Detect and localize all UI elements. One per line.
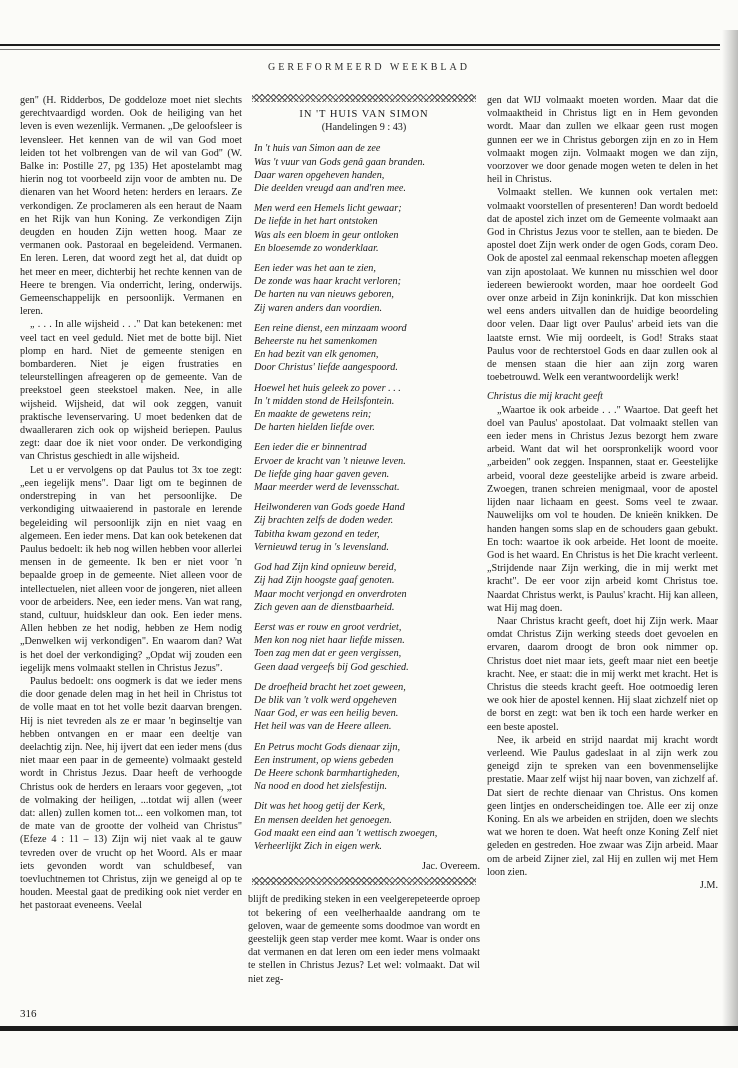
poem-line: Na nood en dood het zielsfestijn. — [254, 781, 387, 793]
column-left — [20, 94, 242, 913]
paragraph: gen" (H. Ridderbos, De goddeloze moet niet slechts gerechtvaardigd worden. Ook de heiliging van het leven is even wezenlijk. Vermanen. „De geloofsleer is levensleer. Het kennen van de wil van God moet leiden tot het volbrengen van de wil van God" (W. Balke in: Postille 27, pg 135) Het apostelambt mag hierin nog tot voorbeeld zijn voor de ambten nu. De dienaren van het Woord heten: herders en leraars. Ze verkondigen. Ze proclameren als een heraut de Naam en het Rijk van hun Koning. Ze verkondigen Zijn deugden en houden Zijn wetten hoog. Maar ze vermanen ook. Pastoraal en begeleidend. Vermanen. En leren. Leren, dat woord zegt het al, dat duidt op het meer en meer, dichterbij het rechte kennen van de Heere te brengen. Via onderricht, lering, onderwijs. Gemeenschappelijk en persoonlijk. Vermanen en leren. — [20, 95, 242, 318]
poem-title: IN 'T HUIS VAN SIMON — [299, 109, 429, 120]
poem-line: Dit was het hoog getij der Kerk, — [254, 801, 386, 813]
paragraph: blijft de prediking steken in een veelgerepeteerde oproep tot bekering of een veelherhaalde aandrang om te geloven, waar de gemeente soms doodmoe van wordt en geestelijk geen stap verder mee komt. Waar is onder ons dat vermanen en dat leren om een ieder mens volmaakt te stellen in Christus Jezus? Let wel: volmaakt. Dat wil niet zeg- — [248, 894, 480, 985]
poem-line: Tabitha kwam gezond en teder, — [254, 528, 380, 540]
poem-stanza — [254, 441, 480, 494]
poem-line: En Petrus mocht Gods dienaar zijn, — [254, 741, 401, 753]
page-number: 316 — [20, 1008, 37, 1020]
poem-line: In 't midden stond de Heilsfontein. — [254, 395, 395, 407]
paragraph: Volmaakt stellen. We kunnen ook vertalen met: volmaakt voorstellen of presenteren! Dan wordt bedoeld dat de apostel zich inzet om de Gemeente volmaakt aan God in Christus Jezus voor te stellen, aan te bieden. De apostel doet Zijn werk onder de ogen Gods, coram Deo. Ook de apostel zal eenmaal rekenschap moeten afleggen van zijn apostolaat. We kunnen nu misschien wel door iedereen bewierookt worden, maar hoe oordeelt God over onze arbeid in Zijn koninkrijk. Dat kon misschien wel eens anders uitvallen dan de huidige beoordeling door velen. Daar ligt over Paulus' arbeid iets van die laatste ernst. Wie mij oordeelt, is God! Straks staat Paulus voor de rechterstoel Gods en daar zullen ook al de mensen staan die hier aan zijn zorg waren toebetrouwd. Welk een verantwoordelijk werk! — [487, 187, 718, 384]
poem-line: Geen daad vergeefs bij God geschied. — [254, 661, 409, 673]
poem-line: De droefheid bracht het zoet geween, — [254, 681, 406, 693]
poem-stanza — [254, 262, 480, 315]
author-signature: J.M. — [699, 879, 718, 891]
poem-stanza — [254, 501, 480, 554]
poem-line: Maar mocht verjongd en onverdroten — [254, 588, 407, 600]
poem-line: Een ieder was het aan te zien, — [254, 263, 376, 275]
poem-stanza — [254, 800, 480, 853]
poem-line: Heilwonderen van Gods goede Hand — [254, 502, 405, 514]
poem-stanza — [254, 382, 480, 435]
poem-line: De blik van 't volk werd opgeheven — [254, 694, 397, 706]
poem-stanza — [254, 142, 480, 195]
poem-line: Zij had Zijn hoogste gaaf genoten. — [254, 575, 395, 587]
poem-author: Jac. Overeem. — [422, 861, 480, 873]
poem-line: De Heere schonk barmhartigheden, — [254, 767, 400, 779]
poem-line: Zij brachten zelfs de doden weder. — [254, 515, 394, 527]
poem-line: Eerst was er rouw en groot verdriet, — [254, 621, 402, 633]
running-header: GEREFORMEERD WEEKBLAD — [268, 62, 470, 73]
poem-line: Die deelden vreugd aan and'ren mee. — [254, 183, 406, 195]
poem-line: Maar meerder werd de levensschat. — [254, 482, 400, 494]
poem-line: De liefde in het hart ontstoken — [254, 216, 378, 228]
poem-line: Men kon nog niet haar liefde missen. — [254, 635, 405, 647]
poem-stanza — [254, 322, 480, 375]
poem-line: God maakt een eind aan 't wettisch zwoegen, — [254, 827, 438, 839]
poem-line: Hoewel het huis geleek zo pover . . . — [254, 382, 401, 394]
column-middle — [248, 94, 480, 986]
poem-line: Een instrument, op wiens gebeden — [254, 754, 394, 766]
ornament-divider — [252, 877, 476, 885]
poem-line: God had Zijn kind opnieuw bereid, — [254, 562, 397, 574]
poem-subtitle: (Handelingen 9 : 43) — [321, 122, 407, 134]
top-rule — [0, 44, 720, 46]
poem-line: Was 't vuur van Gods genâ gaan branden. — [254, 156, 426, 168]
poem-line: De harten nu van nieuws geboren, — [254, 289, 394, 301]
paragraph: Naar Christus kracht geeft, doet hij Zijn werk. Maar omdat Christus Zijn werking steeds doet gevoelen en ervaren, daarom droogt de bron ook nimmer op. Christus doet niet maar iets, geeft maar niet een beetje kracht. Nee, er staat: die in mij werkt met kracht. Het is Christus die steeds kracht geeft. Hoe ootmoedig leren we ook hier de apostel kennen. Hij slaat zichzelf niet op de borst en zegt: wat ben ik toch een harde werker en een beste apostel. — [487, 615, 718, 733]
paragraph: Nee, ik arbeid en strijd naardat mij kracht wordt verleend. Wie Paulus gadeslaat in al zijn werk zou geneigd zijn te spreken van een bovenmenselijke prestatie. Maar zelf wijst hij naar boven, van zichzelf af. Dat siert de rechte dienaar van Christus. Ons komen geen lintjes en onderscheidingen toe. Alle eer zij onze Koning. En als we arbeiden en strijden, doen we slechts wat we horen te doen. Wat heeft onze Koning Zelf niet geleden en gestreden. Hoe zwaar was Zijn arbeid. Maar om de arbeid Zijner ziel, zal Hij en zullen wij met Hem loon zien. — [487, 734, 718, 878]
bottom-rule — [0, 1026, 738, 1031]
poem-line: Een reine dienst, een minzaam woord — [254, 322, 407, 334]
poem-line: Een ieder die er binnentrad — [254, 442, 367, 454]
poem-line: Zich geven aan de dienstbaarheid. — [254, 601, 395, 613]
poem-line: In 't huis van Simon aan de zee — [254, 143, 381, 155]
poem-line: Door Christus' liefde aangespoord. — [254, 362, 398, 374]
poem-stanza — [254, 741, 480, 794]
poem-line: Het heil was van de Heere alleen. — [254, 721, 392, 733]
poem-stanza — [254, 202, 480, 255]
poem-stanza — [254, 621, 480, 674]
poem-line: Beheerste nu het samenkomen — [254, 336, 378, 348]
poem-line: De liefde ging haar gaven geven. — [254, 468, 390, 480]
poem-line: Vernieuwd terug in 's levensland. — [254, 541, 389, 553]
ornament-divider — [252, 94, 476, 102]
poem-line: En mensen deelden het genoegen. — [254, 814, 392, 826]
paragraph: Let u er vervolgens op dat Paulus tot 3x toe zegt: „een iegelijk mens". Daar ligt om te beginnen de onderstreping in van het persoonlijke. De verkondiging uitwaaierend in pastorale en lerende begeleiding wil persoonlijk zijn en niet vaag en algemeen. Een ieder mens. Dat kan ook betekenen dat Paulus bedoelt: ik heb nog willen hebben voor allerlei mensen in de gemeente. Ik ben er niet voor 'n bepaalde groep in de gemeente. Niet alleen voor de intellectuelen, niet alleen voor de jongeren, niet alleen voor de arbeiders. Nee, een ieder mens. Van wat rang, stand, cultuur, huidskleur dan ook. Een ieder mens. Allen hebben ze het nodig, hebben ze Hem nodig „Denwelken wij verkondigen". En waarom dan? Wat is het doel der verkondiging? „Opdat wij zouden een iegelijk mens volmaakt stellen in Christus Jezus". — [20, 464, 242, 674]
poem-line: De harten hielden liefde over. — [254, 422, 375, 434]
poem-line: De zonde was haar kracht verloren; — [254, 276, 402, 288]
paragraph: „ . . . In alle wijsheid . . ." Dat kan betekenen: met veel tact en veel geduld. Niet met de botte bijl. Niet plomp en hard. Niet de gemeente stenigen en bombarderen. Niet je eigen frustraties en teleurstellingen afreageren op de gemeente. Van de preekstoel geen steekstoel maken. Nee, in alle wijsheid. Wijsheid, dat wil ook zeggen, vanuit praktische levenservaring. U moet bedenken dat de dwaalleraren zich ook op wijsheid beriepen. Paulus zegt: daar doe ik niet voor onder. De verkondiging van Christus geschiedt in alle wijsheid. — [20, 319, 242, 463]
poem-line: Toen zag men dat er geen vergissen, — [254, 648, 402, 660]
poem-line: Zij waren anders dan voordien. — [254, 302, 382, 314]
section-heading: Christus die mij kracht geeft — [487, 391, 604, 403]
poem-stanza — [254, 681, 480, 734]
column-right — [487, 94, 718, 892]
poem-line: En maakte de gewetens rein; — [254, 409, 372, 421]
page-edge-shadow — [722, 30, 738, 1030]
paragraph: „Waartoe ik ook arbeide . . ." Waartoe. Dat geeft het doel van Paulus' apostolaat. Dat volmaakt stellen van een ieder mens in Christus Jezus bezorgt hem zware arbeid. Want dat wil het oorspronkelijk woord voor „arbeiden" ook zeggen. Inspannen, staat er. Geestelijke arbeid, vooral deze geestelijke arbeid is zware arbeid. Zwoegen, tranen schreien menigmaal, voor de apostel lijden naar lichaam en geest. Soms veel te zwaar. Nauwelijks om vol te houden. De knieën knikken. De handen hangen soms slap en de schouders gaan gebukt. En toch: waartoe ik ook arbeide. Het loont de moeite. God is het waard. En Christus is het Die kracht verleent. „Strijdende naar Zijn werking, die in mij werkt met kracht". De eer voor zijn arbeid komt Christus toe. Naardat Christus werkt, is Paulus' kracht. Hij kan alleen, wat Hij mag doen. — [487, 404, 718, 614]
poem-line: En bloesemde zo wonderklaar. — [254, 242, 379, 254]
poem-line: Daar waren opgeheven handen, — [254, 169, 385, 181]
poem-line: Was als een bloem in geur ontloken — [254, 229, 399, 241]
top-rule-thin — [0, 49, 720, 50]
poem-line: Ervoer de kracht van 't nieuwe leven. — [254, 455, 406, 467]
poem-line: Naar God, er was een heilig beven. — [254, 708, 399, 720]
poem-line: Men werd een Hemels licht gewaar; — [254, 203, 402, 215]
poem-line: En had bezit van elk genomen, — [254, 349, 379, 361]
poem-body — [248, 142, 480, 853]
paragraph: gen dat WIJ volmaakt moeten worden. Maar dat die volmaaktheid in Christus ligt en in Hem gevonden wordt. Maar dan zullen we elkaar geen rust mogen gunnen eer we in Christus geborgen zijn en zo in Hem volmaakt mogen zijn. Volmaakt mogen we dan zijn, voorzover we door genade mogen weten te delen in het heil in Christus. — [487, 95, 718, 186]
poem-stanza — [254, 561, 480, 614]
poem-line: Verheerlijkt Zich in eigen werk. — [254, 840, 382, 852]
paragraph: Paulus bedoelt: ons oogmerk is dat we ieder mens die door genade delen mag in het heil in Christus tot de volle maat en tot het volle bezit daarvan brengen. Hij is niet tevreden als ze er maar 'n beginseltje van hebben ontvangen en er maar een deeltje van deelachtig zijn. Nee, hij ijvert dat een ieder mens (dus niet maar een paar in de gemeente) volmaakt gesteld wordt in Christus Jezus. Daar heeft de verhoogde Christus ook de herders en leraars voor gegeven, „tot de volmaking der heiligen, ...totdat wij allen (weer dat: allen) zullen komen tot... een volkomen man, tot de mate van de grootte der volheid van Christus" (Efeze 4 : 11 – 13) Zijn wij niet vaak al te gauw tevreden over de vrucht op het Woord. Als er maar iets gevonden wordt van schuldbesef, van toevluchtnemen tot Christus, zijn we geneigd al op te houden. Meestal gaat de prediking ook niet verder en het pastoraat eveneens. Veelal — [20, 675, 242, 912]
